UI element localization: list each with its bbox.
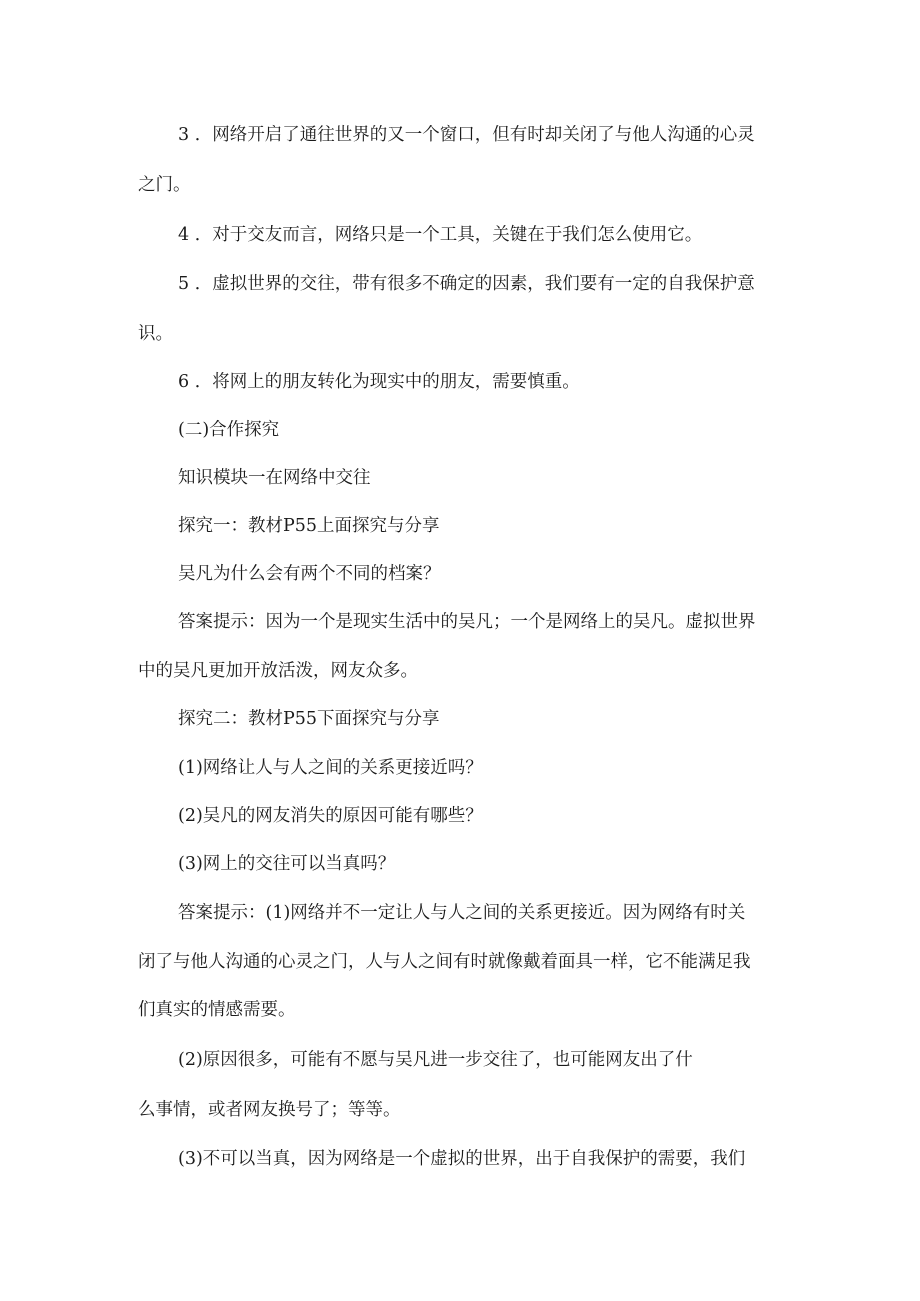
module-heading: 知识模块一在网络中交往 (178, 468, 371, 488)
question-line: (2)吴凡的网友消失的原因可能有哪些？ (178, 806, 483, 826)
inquiry-heading: 探究二：教材P55下面探究与分享 (178, 709, 440, 729)
answer-line: 们真实的情感需要。 (138, 1000, 296, 1020)
question-line: (3)网上的交往可以当真吗？ (178, 854, 396, 874)
section-heading: (二)合作探究 (178, 420, 280, 440)
text-line: 5 ．虚拟世界的交往，带有很多不确定的因素，我们要有一定的自我保护意 (178, 274, 755, 294)
text-line: 识。 (138, 324, 173, 344)
answer-line: (2)原因很多，可能有不愿与吴凡进一步交往了，也可能网友出了什 (178, 1050, 693, 1070)
answer-line: 答案提示：因为一个是现实生活中的吴凡；一个是网络上的吴凡。虚拟世界 (178, 612, 756, 632)
text-line: 3 ．网络开启了通往世界的又一个窗口，但有时却关闭了与他人沟通的心灵 (178, 125, 755, 145)
answer-line: 中的吴凡更加开放活泼，网友众多。 (138, 661, 418, 681)
inquiry-heading: 探究一：教材P55上面探究与分享 (178, 516, 440, 536)
answer-line: 闭了与他人沟通的心灵之门，人与人之间有时就像戴着面具一样，它不能满足我 (138, 952, 751, 972)
text-line: 6 ．将网上的朋友转化为现实中的朋友，需要慎重。 (178, 372, 580, 392)
question-line: (1)网络让人与人之间的关系更接近吗？ (178, 758, 483, 778)
answer-line: 么事情，或者网友换号了；等等。 (138, 1100, 401, 1120)
answer-line: 答案提示：(1)网络并不一定让人与人之间的关系更接近。因为网络有时关 (178, 903, 746, 923)
answer-line: (3)不可以当真，因为网络是一个虚拟的世界，出于自我保护的需要，我们 (178, 1149, 746, 1169)
text-line: 之门。 (138, 175, 191, 195)
question-line: 吴凡为什么会有两个不同的档案？ (178, 564, 441, 584)
text-line: 4 ．对于交友而言，网络只是一个工具，关键在于我们怎么使用它。 (178, 225, 703, 245)
